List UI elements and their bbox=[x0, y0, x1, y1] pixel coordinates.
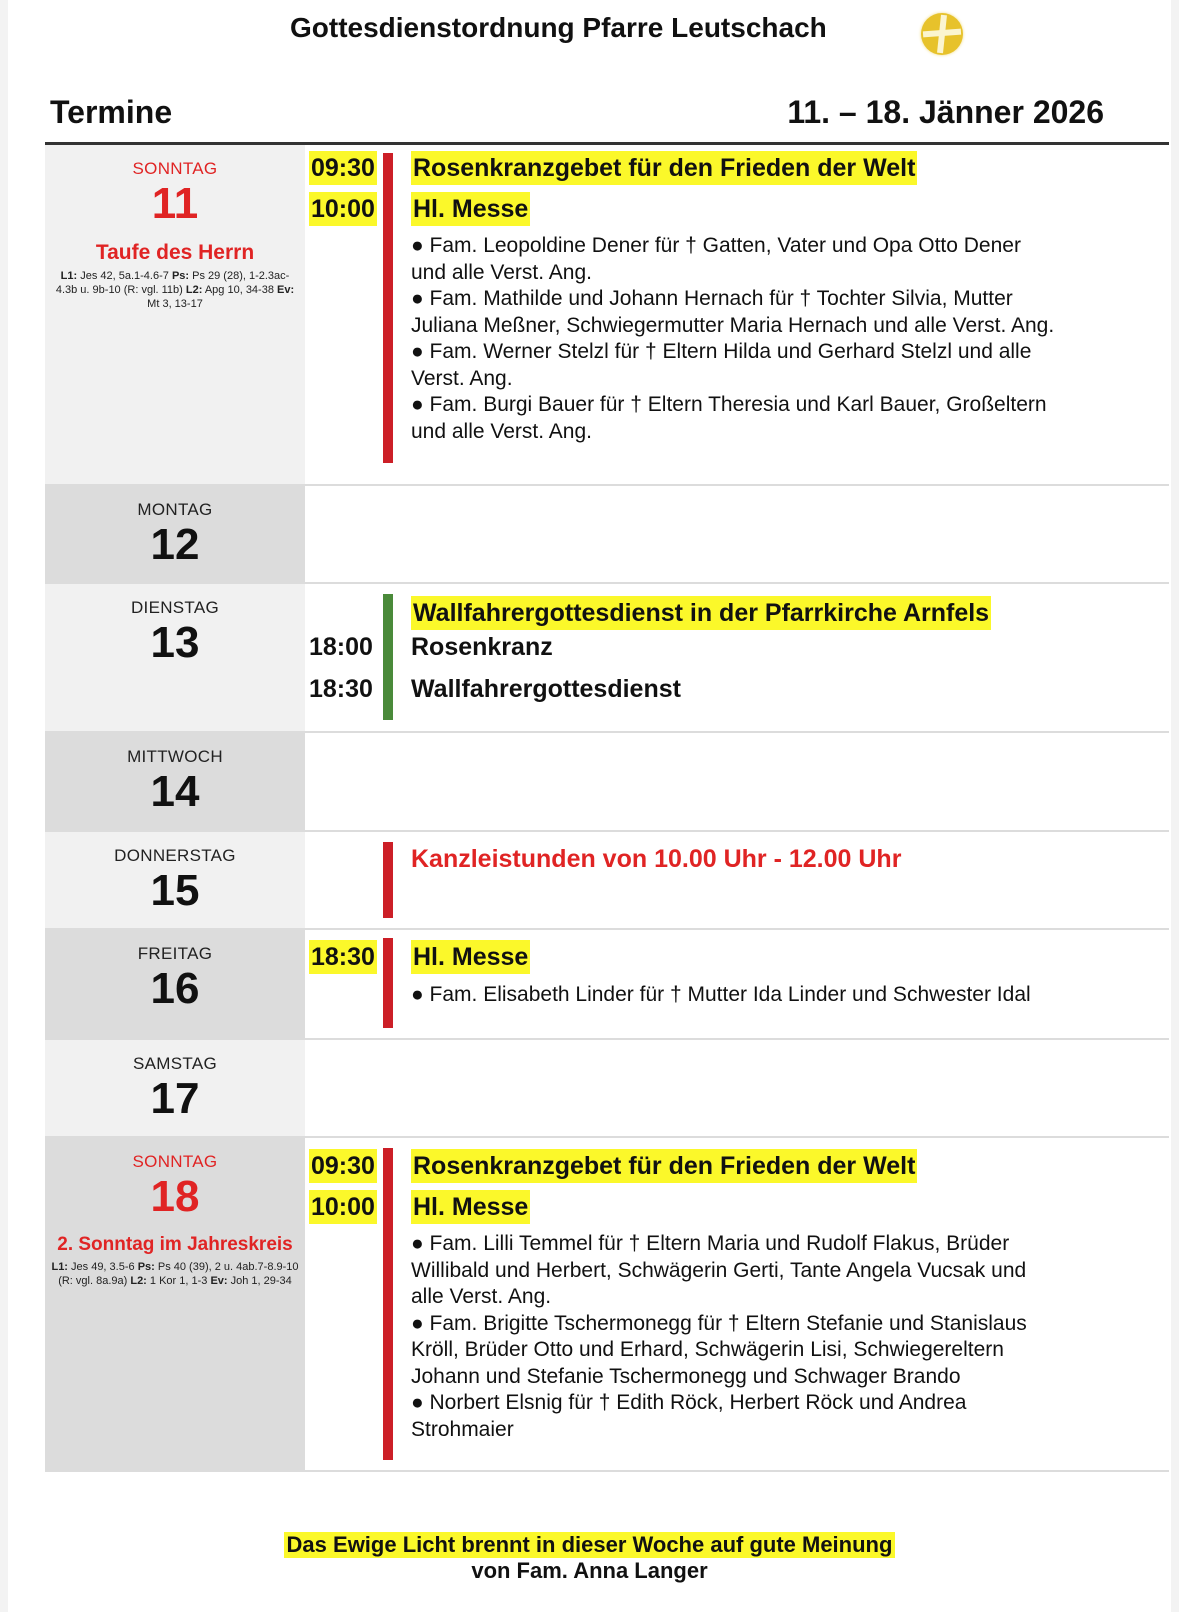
day-cell bbox=[45, 584, 305, 731]
events-cell bbox=[305, 584, 1169, 731]
red-marker-bar bbox=[383, 842, 393, 918]
feast-name: 2. Sonntag im Jahreskreis bbox=[57, 1234, 293, 1255]
day-row-14 bbox=[45, 733, 1169, 832]
event-time: 10:00 bbox=[309, 1190, 377, 1224]
feast-name: Taufe des Herrn bbox=[95, 241, 255, 264]
event-title: Rosenkranzgebet für den Frieden der Welt bbox=[411, 151, 917, 185]
day-cell bbox=[45, 733, 305, 830]
day-cell bbox=[45, 930, 305, 1038]
weekday-label: DIENSTAG bbox=[130, 598, 220, 617]
day-row-15 bbox=[45, 832, 1169, 930]
weekday-label: DONNERSTAG bbox=[114, 846, 236, 865]
day-number: 12 bbox=[150, 520, 200, 569]
event-title: Hl. Messe bbox=[411, 192, 530, 226]
day-number: 17 bbox=[150, 1074, 200, 1123]
day-number: 14 bbox=[150, 767, 200, 816]
event-time: 10:00 bbox=[309, 192, 377, 226]
red-marker-bar bbox=[383, 938, 393, 1028]
weekday-label: MITTWOCH bbox=[127, 747, 223, 766]
event-title: Hl. Messe bbox=[411, 1190, 530, 1224]
day-number: 13 bbox=[150, 618, 200, 667]
events-cell bbox=[305, 832, 1169, 928]
weekday-label: SAMSTAG bbox=[133, 1054, 217, 1073]
event-time: 18:30 bbox=[309, 940, 377, 974]
readings: L1: Jes 42, 5a.1-4.6-7 Ps: Ps 29 (28), 1-2.3ac-4.3b u. 9b-10 (R: vgl. 11b) L2: Apg 10, 34-38 Ev: Mt 3, 13-17 bbox=[55, 270, 295, 310]
section-label: Termine bbox=[50, 94, 173, 130]
readings: L1: Jes 49, 3.5-6 Ps: Ps 40 (39), 2 u. 4ab.7-8.9-10 (R: vgl. 8a.9a) L2: 1 Kor 1, 1-3 Ev: Joh 1, 29-34 bbox=[51, 1261, 299, 1287]
day-row-11 bbox=[45, 145, 1169, 486]
events-cell bbox=[305, 930, 1169, 1038]
diocese-cross-logo-icon bbox=[921, 13, 963, 55]
event-title: Hl. Messe bbox=[411, 940, 530, 974]
events-cell bbox=[305, 1040, 1169, 1136]
red-marker-bar bbox=[383, 153, 393, 463]
weekday-label: FREITAG bbox=[137, 944, 213, 963]
weekday-label: SONNTAG bbox=[132, 159, 218, 178]
page-edge-left bbox=[0, 0, 8, 1612]
events-cell bbox=[305, 145, 1169, 484]
day-number: 18 bbox=[150, 1172, 200, 1221]
green-marker-bar bbox=[383, 594, 393, 720]
mass-intentions: ● Fam. Elisabeth Linder für † Mutter Ida Linder und Schwester Idal bbox=[411, 983, 1031, 1006]
day-row-12 bbox=[45, 486, 1169, 584]
weekday-label: SONNTAG bbox=[132, 1152, 218, 1171]
event-time: 18:00 bbox=[309, 633, 373, 661]
events-cell bbox=[305, 733, 1169, 830]
page-title: Gottesdienstordnung Pfarre Leutschach bbox=[290, 12, 827, 43]
eternal-light-line2: von Fam. Anna Langer bbox=[471, 1558, 708, 1583]
event-title: Wallfahrergottesdienst bbox=[411, 675, 681, 703]
day-number: 11 bbox=[151, 179, 199, 228]
red-marker-bar bbox=[383, 1148, 393, 1460]
event-heading-title: Wallfahrergottesdienst in der Pfarrkirche Arnfels bbox=[411, 596, 991, 630]
subheader bbox=[50, 94, 1104, 138]
day-row-17 bbox=[45, 1040, 1169, 1138]
event-time: 18:30 bbox=[309, 675, 373, 703]
event-title: Rosenkranz bbox=[411, 633, 553, 661]
eternal-light-note bbox=[0, 1532, 1179, 1584]
office-hours-notice: Kanzleistunden von 10.00 Uhr - 12.00 Uhr bbox=[411, 845, 902, 873]
page-edge-right bbox=[1171, 0, 1179, 1612]
eternal-light-line1: Das Ewige Licht brennt in dieser Woche auf gute Meinung bbox=[284, 1532, 896, 1558]
day-number: 16 bbox=[150, 964, 200, 1013]
day-row-18 bbox=[45, 1138, 1169, 1472]
weekday-label: MONTAG bbox=[137, 500, 213, 519]
day-row-16 bbox=[45, 930, 1169, 1040]
day-cell bbox=[45, 1040, 305, 1136]
mass-intentions: ● Fam. Lilli Temmel für † Eltern Maria und Rudolf Flakus, Brüder Willibald und Herbert, Schwägerin Gerti, Tante Angela Vucsak und alle Verst. Ang. ● Fam. Brigitte Tschermonegg für † Eltern Stefanie und Stanislaus Kröll, Brüder Otto und Erhard, Schwägerin Lisi, Schwiegereltern Johann und Stefanie Tschermonegg und Schwager Brando ● Norbert Elsnig für † Edith Röck, Herbert Röck und Andrea Strohmaier bbox=[411, 1232, 1027, 1441]
day-number: 15 bbox=[150, 866, 200, 915]
event-time: 09:30 bbox=[309, 151, 377, 185]
day-cell bbox=[45, 145, 305, 484]
events-cell bbox=[305, 486, 1169, 582]
title-row bbox=[0, 8, 1179, 52]
event-time: 09:30 bbox=[309, 1149, 377, 1183]
schedule-table bbox=[45, 145, 1169, 1472]
date-range: 11. – 18. Jänner 2026 bbox=[787, 94, 1104, 130]
events-cell bbox=[305, 1138, 1169, 1470]
mass-intentions: ● Fam. Leopoldine Dener für † Gatten, Vater und Opa Otto Dener und alle Verst. Ang. ● Fam. Mathilde und Johann Hernach für † Tochter Silvia, Mutter Juliana Meßner, Schwiegermutter Maria Hernach und alle Verst. Ang. ● Fam. Werner Stelzl für † Eltern Hilda und Gerhard Stelzl und alle Verst. Ang. ● Fam. Burgi Bauer für † Eltern Theresia und Karl Bauer, Großeltern und alle Verst. Ang. bbox=[411, 234, 1055, 443]
event-title: Rosenkranzgebet für den Frieden der Welt bbox=[411, 1149, 917, 1183]
day-cell bbox=[45, 486, 305, 582]
day-row-13 bbox=[45, 584, 1169, 733]
day-cell bbox=[45, 1138, 305, 1470]
day-cell bbox=[45, 832, 305, 928]
